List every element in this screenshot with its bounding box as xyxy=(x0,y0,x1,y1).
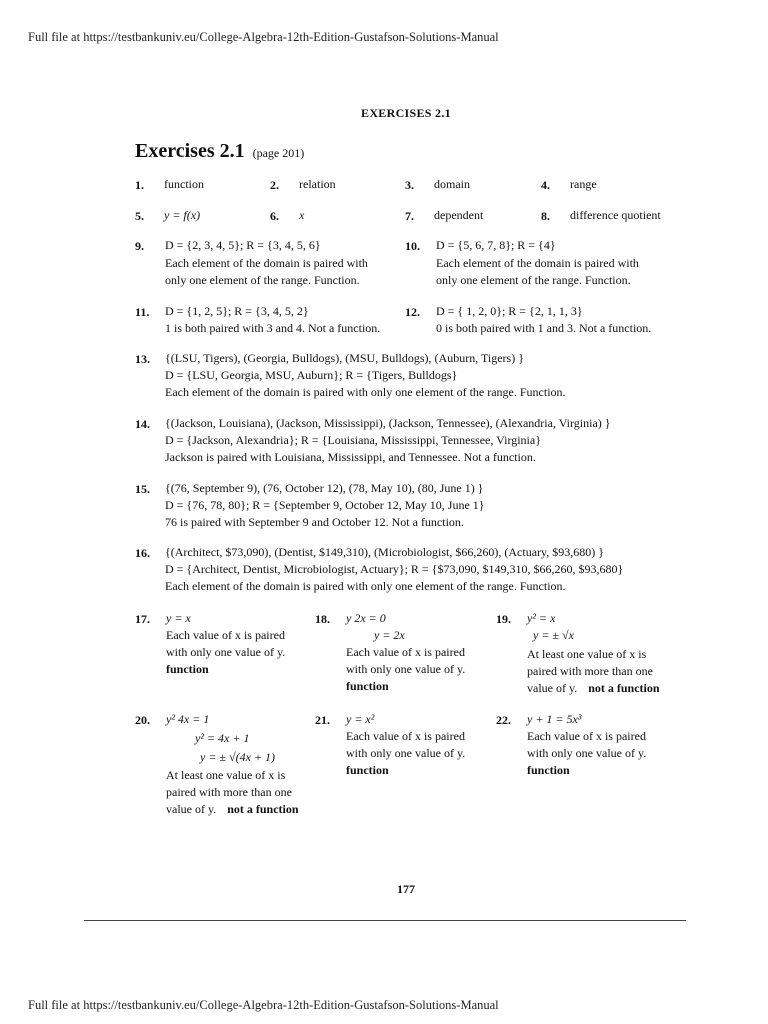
exercise-equation: y + 1 = 5x³ xyxy=(527,712,582,726)
exercise-number: 9. xyxy=(135,239,144,253)
exercise-answer: domain xyxy=(434,177,470,191)
exercise-line: Jackson is paired with Louisiana, Mississippi, and Tennessee. Not a function. xyxy=(165,450,536,464)
exercise-equation: y² = 4x + 1 xyxy=(195,731,250,745)
exercise-verdict: function xyxy=(527,763,570,777)
exercise-answer: function xyxy=(164,177,204,191)
exercise-verdict: function xyxy=(346,679,389,693)
exercise-answer: x xyxy=(299,208,305,222)
exercise-line: D = {2, 3, 4, 5}; R = {3, 4, 5, 6} xyxy=(165,238,321,252)
exercise-number: 21. xyxy=(315,713,330,727)
exercise-line: only one element of the range. Function. xyxy=(165,273,360,287)
exercise-number: 5. xyxy=(135,209,144,223)
section-page-ref: (page 201) xyxy=(252,146,305,160)
footer-link[interactable]: Full file at https://testbankuniv.eu/College-Algebra-12th-Edition-Gustafson-Solutions-Manual xyxy=(28,998,499,1012)
exercise-line: At least one value of x is xyxy=(527,647,647,661)
exercise-number: 2. xyxy=(270,178,279,192)
exercise-line xyxy=(166,801,299,818)
exercise-number: 18. xyxy=(315,612,330,626)
exercise-line: At least one value of x is xyxy=(166,768,286,782)
exercise-equation: y = ± √(4x + 1) xyxy=(200,750,276,764)
exercise-verdict: function xyxy=(346,763,389,777)
exercise-number: 1. xyxy=(135,178,144,192)
exercise-line: D = {5, 6, 7, 8}; R = {4} xyxy=(436,238,556,252)
exercise-line: Each element of the domain is paired with xyxy=(436,256,639,270)
exercise-line: D = {1, 2, 5}; R = {3, 4, 5, 2} xyxy=(165,304,309,318)
exercise-line: D = { 1, 2, 0}; R = {2, 1, 1, 3} xyxy=(436,304,583,318)
exercise-line xyxy=(527,680,660,697)
exercise-answer: difference quotient xyxy=(570,208,661,222)
exercise-line: Each value of x is paired xyxy=(527,729,646,743)
exercise-line: with only one value of y. xyxy=(527,746,647,760)
exercise-number: 16. xyxy=(135,546,150,560)
running-head: EXERCISES 2.1 xyxy=(361,106,451,120)
exercise-equation: y 2x = 0 xyxy=(346,611,386,625)
exercise-answer: dependent xyxy=(434,208,484,222)
page-number: 177 xyxy=(397,882,415,896)
exercise-answer: range xyxy=(570,177,597,191)
exercise-number: 4. xyxy=(541,178,550,192)
exercise-verdict: not a function xyxy=(588,681,660,695)
exercise-number: 7. xyxy=(405,209,414,223)
exercise-number: 11. xyxy=(135,305,150,319)
exercise-answer: y = f(x) xyxy=(164,208,201,222)
exercise-line: D = {Jackson, Alexandria}; R = {Louisiana, Mississippi, Tennessee, Virginia} xyxy=(165,433,541,447)
exercise-line: {(Architect, $73,090), (Dentist, $149,310), (Microbiologist, $66,260), (Actuary, $93,680) } xyxy=(165,545,604,559)
exercise-line: paired with more than one xyxy=(527,664,653,678)
exercise-number: 6. xyxy=(270,209,279,223)
exercise-number: 12. xyxy=(405,305,420,319)
exercise-number: 19. xyxy=(496,612,511,626)
exercise-number: 20. xyxy=(135,713,150,727)
exercise-number: 14. xyxy=(135,417,150,431)
section-title-text: Exercises 2.1 xyxy=(135,140,245,162)
exercise-equation: y² 4x = 1 xyxy=(166,712,210,726)
exercise-line: Each element of the domain is paired with only one element of the range. Function. xyxy=(165,385,566,399)
exercise-line: D = {76, 78, 80}; R = {September 9, October 12, May 10, June 1} xyxy=(165,498,485,512)
exercise-equation: y = ± √x xyxy=(533,628,574,642)
exercise-line: with only one value of y. xyxy=(346,746,466,760)
exercise-number: 10. xyxy=(405,239,420,253)
exercise-number: 8. xyxy=(541,209,550,223)
exercise-line: Each element of the domain is paired with xyxy=(165,256,368,270)
exercise-line: D = {LSU, Georgia, MSU, Auburn}; R = {Tigers, Bulldogs} xyxy=(165,368,458,382)
exercise-number: 3. xyxy=(405,178,414,192)
exercise-line: 76 is paired with September 9 and October 12. Not a function. xyxy=(165,515,464,529)
exercise-line: D = {Architect, Dentist, Microbiologist, Actuary}; R = {$73,090, $149,310, $66,260, $93,680} xyxy=(165,562,624,576)
exercise-line: 1 is both paired with 3 and 4. Not a function. xyxy=(165,321,381,335)
footer-rule xyxy=(84,920,686,921)
exercise-line: with only one value of y. xyxy=(166,645,286,659)
exercise-number: 13. xyxy=(135,352,150,366)
exercise-line: 0 is both paired with 1 and 3. Not a function. xyxy=(436,321,652,335)
exercise-equation: y² = x xyxy=(527,611,556,625)
exercise-line: paired with more than one xyxy=(166,785,292,799)
exercise-line: with only one value of y. xyxy=(346,662,466,676)
exercise-line-text: value of y. xyxy=(166,802,217,816)
exercise-line: {(76, September 9), (76, October 12), (78, May 10), (80, June 1) } xyxy=(165,481,484,495)
exercise-equation: y = x xyxy=(166,611,191,625)
header-link[interactable]: Full file at https://testbankuniv.eu/College-Algebra-12th-Edition-Gustafson-Solutions-Manual xyxy=(28,30,499,44)
exercise-answer: relation xyxy=(299,177,336,191)
exercise-line-text: value of y. xyxy=(527,681,578,695)
exercise-line: Each value of x is paired xyxy=(346,645,465,659)
exercise-number: 15. xyxy=(135,482,150,496)
exercise-verdict: not a function xyxy=(227,802,299,816)
exercise-equation: y = 2x xyxy=(374,628,405,642)
exercise-equation: y = x² xyxy=(346,712,375,726)
exercise-line: Each value of x is paired xyxy=(346,729,465,743)
exercise-line: {(LSU, Tigers), (Georgia, Bulldogs), (MSU, Bulldogs), (Auburn, Tigers) } xyxy=(165,351,524,365)
exercise-line: {(Jackson, Louisiana), (Jackson, Mississippi), (Jackson, Tennessee), (Alexandria, Virginia) } xyxy=(165,416,611,430)
exercise-number: 22. xyxy=(496,713,511,727)
exercise-line: Each element of the domain is paired with only one element of the range. Function. xyxy=(165,579,566,593)
exercise-verdict: function xyxy=(166,662,209,676)
exercise-line: only one element of the range. Function. xyxy=(436,273,631,287)
section-title xyxy=(135,140,304,163)
exercise-line: Each value of x is paired xyxy=(166,628,285,642)
exercise-number: 17. xyxy=(135,612,150,626)
